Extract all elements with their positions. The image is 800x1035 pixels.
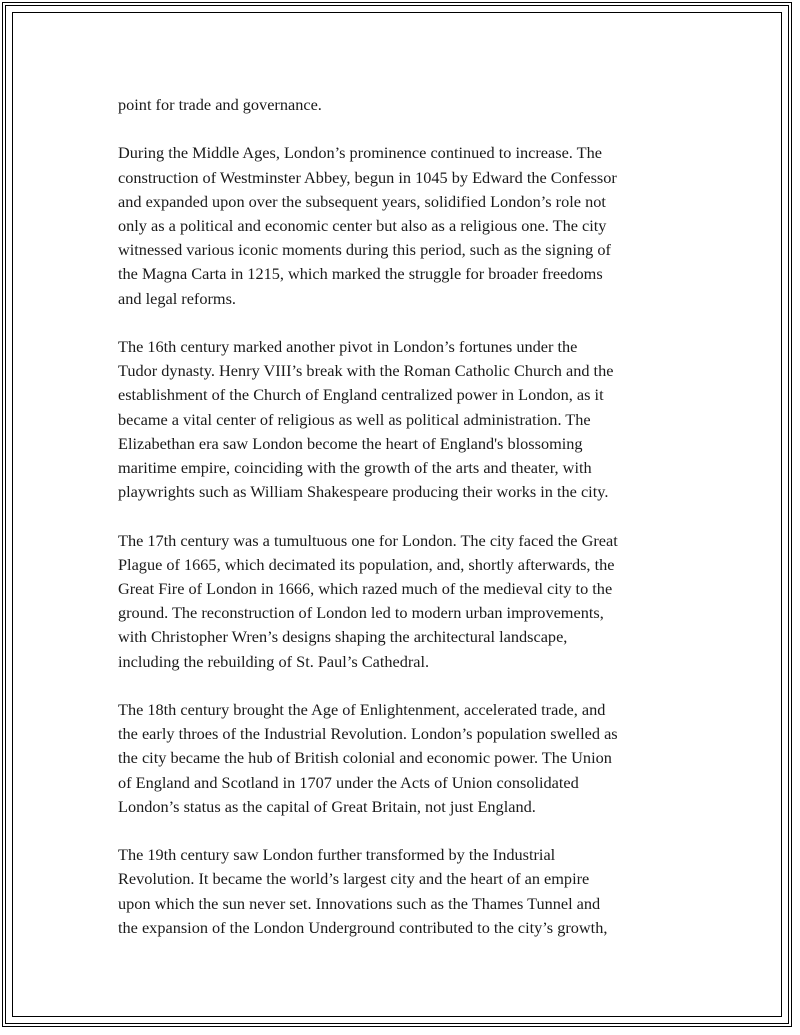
text-line: of England and Scotland in 1707 under the Acts of Union consolidated: [118, 772, 579, 792]
text-line: point for trade and governance.: [118, 95, 322, 114]
paragraph-1: [118, 93, 718, 117]
text-line: playwrights such as William Shakespeare producing their works in the city.: [118, 482, 609, 502]
text-line: London’s status as the capital of Great Britain, not just England.: [118, 796, 536, 816]
text-line: Great Fire of London in 1666, which razed much of the medieval city to the: [118, 579, 613, 599]
paragraph-4: [118, 529, 718, 674]
text-line: The 16th century marked another pivot in London’s fortunes under the: [118, 337, 578, 356]
text-line: establishment of the Church of England centralized power in London, as it: [118, 385, 604, 405]
text-line: During the Middle Ages, London’s prominence continued to increase. The: [118, 143, 602, 163]
text-line: the early throes of the Industrial Revolution. London’s population swelled as: [118, 724, 618, 744]
text-line: witnessed various iconic moments during this period, such as the signing of: [118, 240, 611, 260]
text-line: Elizabethan era saw London become the heart of England's blossoming: [118, 433, 583, 453]
text-line: became a vital center of religious as well as political administration. The: [118, 409, 591, 429]
text-line: with Christopher Wren’s designs shaping the architectural landscape,: [118, 627, 568, 647]
paragraph-5: [118, 698, 718, 819]
text-line: Revolution. It became the world’s largest city and the heart of an empire: [118, 869, 590, 889]
paragraph-2: [118, 141, 718, 310]
text-line: The 17th century was a tumultuous one for London. The city faced the Great: [118, 530, 618, 550]
text-line: only as a political and economic center but also as a religious one. The city: [118, 216, 607, 235]
text-line: construction of Westminster Abbey, begun in 1045 by Edward the Confessor: [118, 167, 617, 187]
text-line: ground. The reconstruction of London led to modern urban improvements,: [118, 603, 604, 623]
text-line: upon which the sun never set. Innovations such as the Thames Tunnel and: [118, 893, 601, 913]
text-line: and expanded upon over the subsequent years, solidified London’s role not: [118, 191, 606, 211]
text-line: Tudor dynasty. Henry VIII’s break with the Roman Catholic Church and the: [118, 361, 614, 381]
text-line: the city became the hub of British colonial and economic power. The Union: [118, 748, 612, 768]
text-line: maritime empire, coinciding with the growth of the arts and theater, with: [118, 458, 592, 478]
text-line: the Magna Carta in 1215, which marked the struggle for broader freedoms: [118, 264, 603, 284]
text-line: Plague of 1665, which decimated its population, and, shortly afterwards, the: [118, 554, 615, 574]
text-line: and legal reforms.: [118, 288, 236, 308]
document-body: [118, 93, 718, 964]
paragraph-6: [118, 843, 718, 940]
paragraph-3: [118, 335, 718, 504]
text-line: The 19th century saw London further transformed by the Industrial: [118, 845, 556, 865]
text-line: The 18th century brought the Age of Enlightenment, accelerated trade, and: [118, 700, 606, 720]
text-line: including the rebuilding of St. Paul’s Cathedral.: [118, 651, 430, 671]
text-line: the expansion of the London Underground contributed to the city’s growth,: [118, 917, 608, 937]
